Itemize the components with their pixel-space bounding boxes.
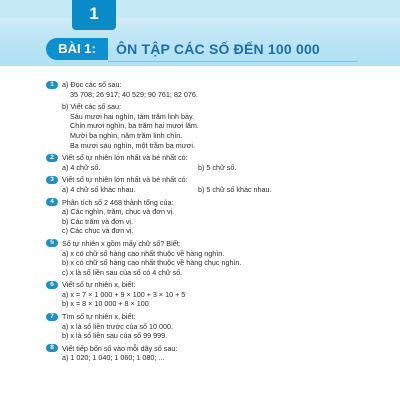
exercise-text: Viết số tự nhiên x, biết: [62, 280, 136, 290]
exercise-number-badge: 3 [46, 176, 58, 184]
exercise-number-badge: 6 [46, 281, 58, 289]
exercise-option: a) 4 chữ số. [62, 162, 101, 172]
exercise-text: c) x là số liền sau của số có 4 chữ số. [62, 267, 183, 277]
exercise-1 [46, 80, 380, 150]
exercise-text: Mười ba nghìn, năm trăm linh chín. [70, 130, 183, 140]
exercise-text: a) x có chữ số hàng cao nhất thuộc về hàng nghìn. [62, 248, 225, 258]
exercise-text: c) Các chục và đơn vị. [62, 226, 134, 236]
exercise-text: b) x có chữ số hàng cao nhất thuộc về hàng chục nghìn. [62, 258, 242, 268]
exercise-text: b) Viết các số sau: [62, 102, 121, 112]
header-stripe [0, 0, 400, 18]
exercise-text: Sáu mươi hai nghìn, tám trăm linh bảy. [70, 111, 195, 121]
exercise-8 [46, 344, 380, 363]
chapter-number-tab: 1 [72, 0, 116, 30]
exercise-text: a) Các nghìn, trăm, chục và đơn vị. [62, 207, 175, 217]
title-underline [108, 61, 358, 62]
exercise-number-badge: 4 [46, 198, 58, 206]
exercise-text: Tìm số tự nhiên x, biết: [62, 312, 136, 322]
exercise-text: Phân tích số 2 468 thành tổng của: [62, 197, 174, 207]
exercise-text: b) x là số liền sau của số 99 999. [62, 331, 168, 341]
exercise-text: Viết số tự nhiên lớn nhất và bé nhất có: [62, 153, 188, 163]
exercise-5 [46, 239, 380, 277]
exercise-text: b) Các trăm và đơn vị. [62, 216, 134, 226]
exercise-number-badge: 1 [46, 81, 58, 89]
exercise-option: b) 5 chữ số khác nhau. [198, 184, 272, 194]
exercise-text: 35 708; 26 917; 40 529; 90 761; 82 076. [70, 89, 198, 99]
exercise-7 [46, 312, 380, 341]
lesson-title: ÔN TẬP CÁC SỐ ĐẾN 100 000 [116, 41, 320, 57]
exercise-text: Viết tiếp bốn số vào mỗi dãy số sau: [62, 343, 178, 353]
lesson-label: BÀI 1: [46, 38, 108, 60]
lesson-header [0, 0, 400, 66]
exercise-text: a) Đọc các số sau: [62, 80, 122, 89]
exercise-text: Ba mươi sáu nghìn, một trăm ba mươi. [70, 140, 195, 150]
exercise-number-badge: 7 [46, 313, 58, 321]
exercise-6 [46, 280, 380, 309]
exercise-number-badge: 8 [46, 344, 58, 352]
exercise-3 [46, 175, 380, 194]
exercise-text: a) x là số liền trước của số 10 000. [62, 321, 174, 331]
exercise-option: b) 5 chữ số. [198, 162, 237, 172]
exercise-2 [46, 153, 380, 172]
exercise-option: a) 4 chữ số khác nhau. [62, 184, 136, 194]
exercise-text: a) x = 7 × 1 000 + 9 × 100 + 3 × 10 + 5 [62, 289, 186, 299]
exercise-text: Viết số tự nhiên lớn nhất và bé nhất có: [62, 175, 188, 185]
exercise-number-badge: 5 [46, 239, 58, 247]
exercise-text: Số tự nhiên x gồm mấy chữ số? Biết: [62, 238, 181, 248]
exercise-4 [46, 198, 380, 236]
exercise-text: Chín mươi nghìn, ba trăm hai mươi lăm. [70, 121, 199, 131]
exercise-number-badge: 2 [46, 154, 58, 162]
exercise-list [46, 80, 380, 366]
exercise-text: b) x = 8 × 10 000 + 8 × 100 [62, 299, 149, 309]
exercise-text: a) 1 020; 1 040; 1 060; 1 080; ... [62, 353, 165, 363]
